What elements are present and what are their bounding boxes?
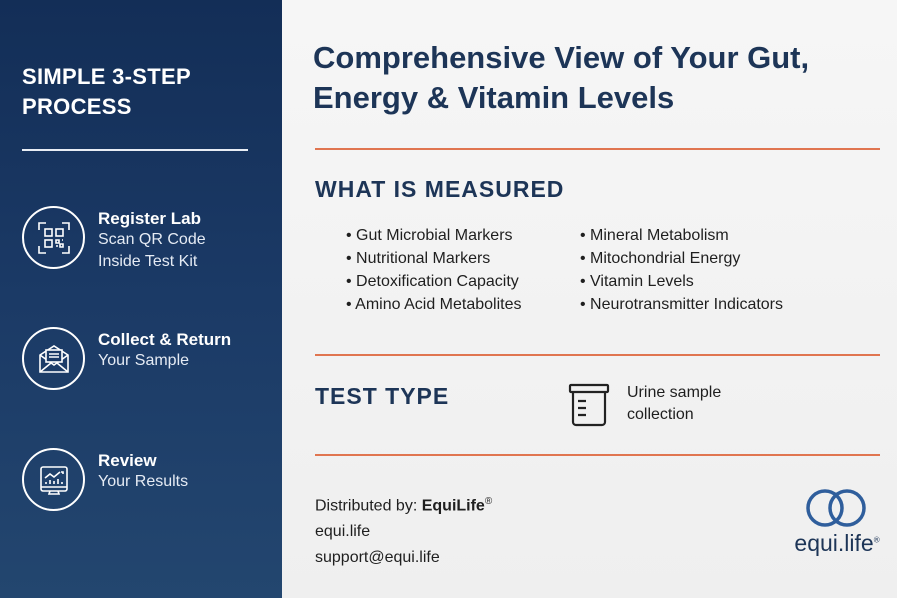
step-collect-text [98,329,278,372]
list-item: • Amino Acid Metabolites [346,293,521,316]
step-subtitle: Inside Test Kit [98,253,198,270]
section-divider [315,148,880,150]
list-item: • Gut Microbial Markers [346,224,521,247]
qr-code-icon [22,206,85,269]
step-subtitle: Your Results [98,473,189,490]
section-divider [315,454,880,456]
step-title: Collect & Return [98,330,232,349]
step-register-lab [22,206,272,270]
list-item: • Vitamin Levels [580,270,783,293]
sidebar-panel [0,0,282,598]
page-title: Comprehensive View of Your Gut, Energy & Vitamin Levels [313,40,810,115]
test-type-value [627,382,787,426]
step-review-text [98,450,278,493]
logo-rings-icon [787,484,887,530]
distributor-label: Distributed by: [315,497,422,515]
logo-wordmark: equi.life [794,530,874,556]
step-subtitle: Your Sample [98,352,190,369]
list-item: • Neurotransmitter Indicators [580,293,783,316]
test-type-line: Urine sample [627,384,722,401]
urine-cup-icon [568,383,610,427]
logo-text [787,530,887,557]
main-panel [282,0,897,598]
registered-mark: ® [484,496,493,507]
website-link[interactable]: equi.life [315,523,371,541]
list-item: • Detoxification Capacity [346,270,521,293]
sidebar-title: SIMPLE 3-STEP PROCESS [22,64,191,119]
logo-registered-mark: ® [873,535,880,545]
test-type-line: collection [627,406,694,423]
report-chart-icon [22,448,85,511]
step-register-text [98,208,278,273]
list-item: • Mineral Metabolism [580,224,783,247]
step-review [22,448,272,512]
distributor-brand: EquiLife [421,497,485,515]
test-type-heading: TEST TYPE [315,383,450,409]
measured-list-right [580,224,783,316]
step-subtitle: Scan QR Code [98,231,206,248]
list-item: • Mitochondrial Energy [580,247,783,270]
measured-list-left [346,224,521,316]
distribution-info [315,489,615,571]
distributor-line [315,489,615,519]
sidebar-divider [22,149,248,151]
equilife-logo [787,484,887,564]
support-email-link[interactable]: support@equi.life [315,549,440,567]
measured-heading: WHAT IS MEASURED [315,176,565,202]
step-title: Register Lab [98,209,201,228]
step-title: Review [98,451,157,470]
step-collect-return [22,327,272,391]
section-divider [315,354,880,356]
list-item: • Nutritional Markers [346,247,521,270]
envelope-icon [22,327,85,390]
